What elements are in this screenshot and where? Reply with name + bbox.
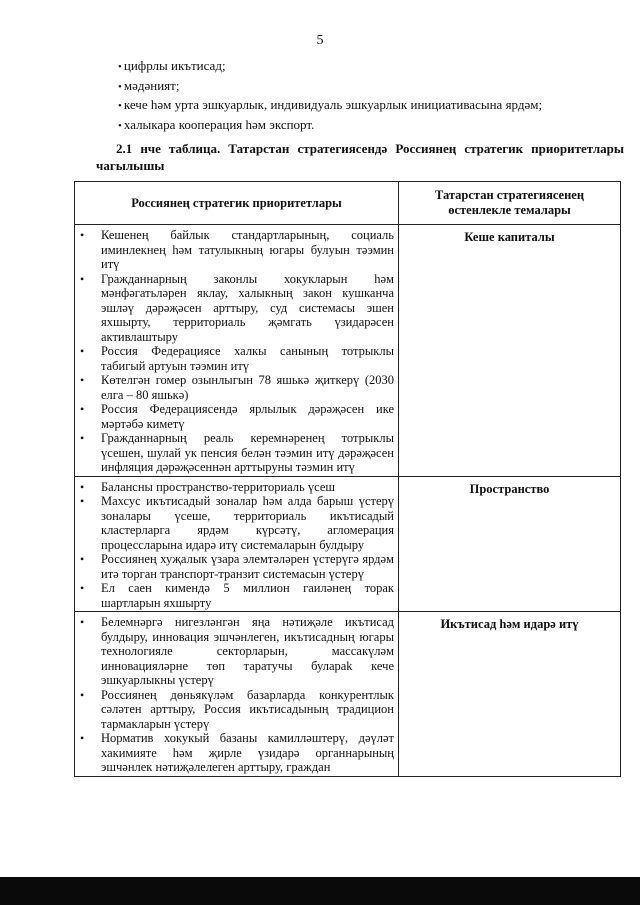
table-row (75, 225, 621, 477)
table-row (75, 612, 621, 777)
intro-bullet-list (118, 57, 628, 135)
header-tatarstan-themes: Татарстан стратегиясенең өстенлекле темалары (399, 182, 621, 225)
list-item: • Гражданнарның реаль керемнәренең тотрыклы үсешен, шулай ук пенсия белән тәэмин итү дәрәҗәсен инфляция дәрәҗәсеннән арттыруны тәэмин итү (79, 431, 394, 475)
theme-label: Кеше капиталы (464, 230, 555, 244)
table-header-row (75, 182, 621, 225)
header-russia-priorities: Россиянең стратегик приоритетлары (75, 182, 399, 225)
table-row (75, 476, 621, 612)
list-item: • Норматив хокукый базаны камилләштерү, дәүләт хакимияте һәм җирле үзидарә органнарының эшчәнлек нәтиҗәлелеген арттыру, граждан (79, 731, 394, 775)
list-item: • Гражданнарның законлы хокукларын һәм мәнфәгатьләрен яклау, халыкның закон кушканча эшләү дәрәҗәсен арттыру, суд системасы эшен яхшырту, территориаль җәмгать үзидарәсен активлаштыру (79, 272, 394, 345)
intro-list-item: • кече һәм урта эшкуарлык, индивидуаль эшкуарлык инициативасына ярдәм; (118, 97, 543, 112)
page-number: 5 (316, 33, 324, 48)
theme-label: Пространство (469, 481, 550, 496)
theme-cell (399, 225, 621, 477)
list-item: • Россия Федерациясендә ярлылык дәрәҗәсен ике мәртәбә киметү (79, 402, 394, 431)
list-item: • Балансны пространство-территориаль үсеш (79, 480, 394, 495)
list-item: • Россиянең хуҗалык үзара элемтәләрен үстерүгә ярдәм итә торган транспорт-транзит системасын үстерү (79, 552, 394, 581)
table-caption: 2.1 нче таблица. Татарстан стратегиясендә Россиянең стратегик приоритетлары чагылышы (96, 141, 624, 173)
list-item: • Махсус икътисадый зоналар һәм алда барыш үстерү зоналары үсеше, территориаль икътисадый кластерларга ярдәм күрсәтү, агломерация процессларына идарә итү системаларын булдыру (79, 494, 394, 552)
list-item: • Көтелгән гомер озынлыгын 78 яшькә җиткерү (2030 елга – 80 яшькә) (79, 373, 394, 402)
list-item: • Ел саен кимендә 5 миллион гаиләнең торак шартларын яхшырту (79, 581, 394, 610)
priorities-list (75, 477, 398, 612)
scan-bottom-edge (0, 877, 640, 905)
intro-list-item: • цифрлы икътисад; (118, 58, 226, 73)
priorities-list (75, 225, 398, 476)
intro-list-item: • мәдәният; (118, 77, 180, 93)
priorities-cell (75, 225, 399, 477)
intro-list-item: • халыкара кооперация һәм экспорт. (118, 116, 315, 132)
theme-cell (399, 476, 621, 612)
theme-cell (399, 612, 621, 777)
priorities-table (74, 181, 621, 777)
priorities-cell (75, 476, 399, 612)
list-item: • Россиянең дөньякүләм базарларда конкурентлык сәләтен арттыру, Россия икътисадының традицион тармакларын үстерү (79, 688, 394, 732)
list-item: • Россия Федерациясе халкы санының тотрыклы табигый артуын тәэмин итү (79, 344, 394, 373)
priorities-cell (75, 612, 399, 777)
theme-label: Икътисад һәм идарә итү (440, 617, 579, 631)
priorities-list (75, 612, 398, 776)
list-item: • Кешенең байлык стандартларының, социаль иминлекнең һәм татулыкның югары булуын тәэмин итү (79, 228, 394, 272)
list-item: • Белемнәргә нигезләнгән яңа нәтиҗәле икътисад булдыру, инновация эшчәнлеген, икътисадның югары технологияле секторларын, массакүләм инновацияләрне төп таратучы булараk кече эшкуарлыкны үстерү (79, 615, 394, 688)
